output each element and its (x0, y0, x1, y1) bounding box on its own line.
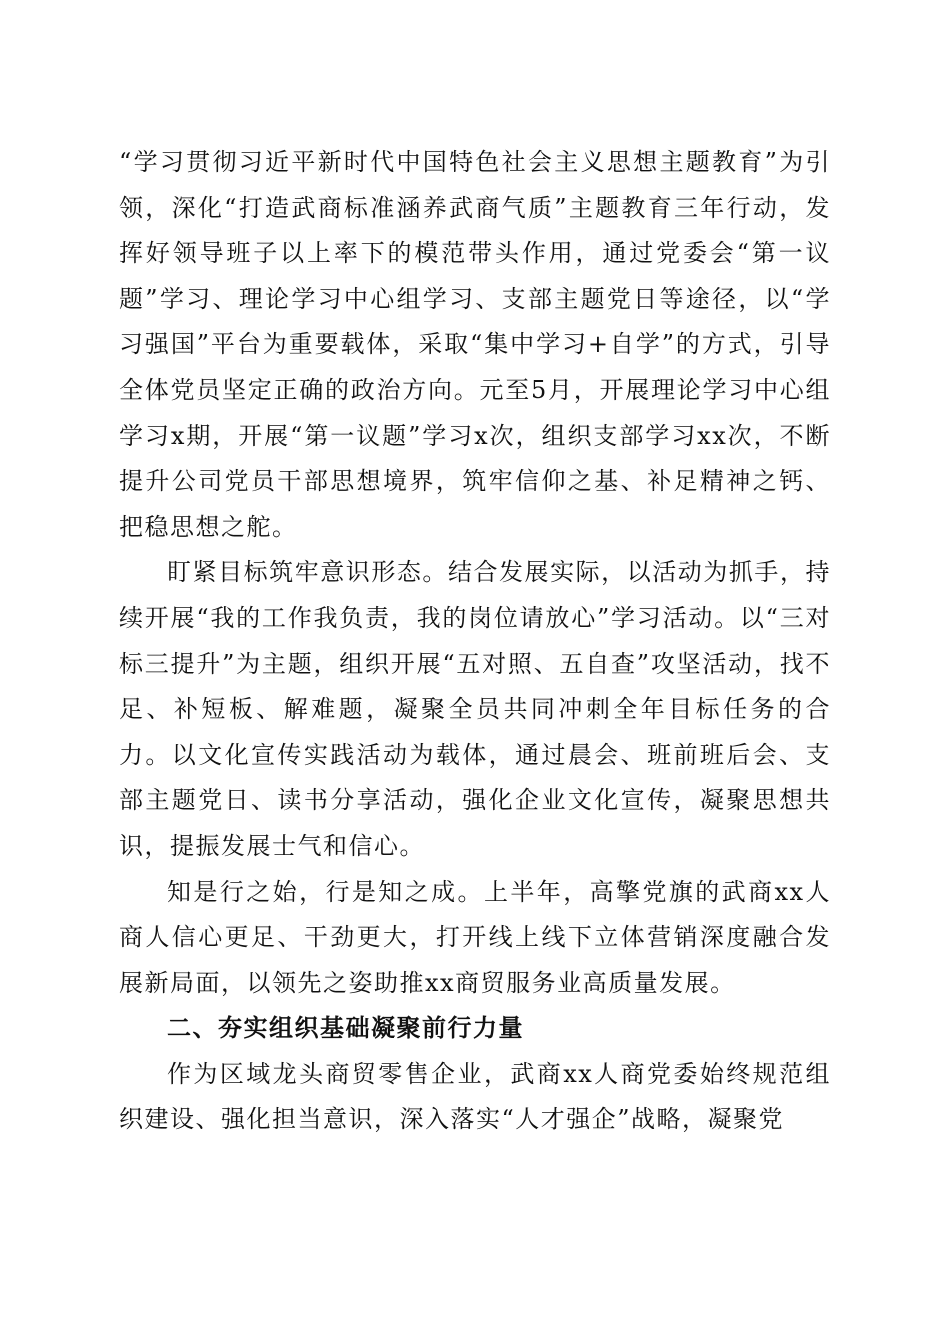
paragraph-organization: 作为区域龙头商贸零售企业，武商xx人商党委始终规范组织建设、强化担当意识，深入落实“人才强企”战略，凝聚党 (119, 1059, 831, 1134)
paragraph-conclusion: 知是行之始，行是知之成。上半年，高擎党旗的武商xx人商人信心更足、干劲更大，打开线上线下立体营销深度融合发展新局面，以领先之姿助推xx商贸服务业高质量发展。 (119, 877, 831, 997)
paragraph-study-guidance: “学习贯彻习近平新时代中国特色社会主义思想主题教育”为引领，深化“打造武商标准涵养武商气质”主题教育三年行动，发挥好领导班子以上率下的模范带头作用，通过党委会“第一议题”学习、理论学习中心组学习、支部主题党日等途径，以“学习强国”平台为重要载体，采取“集中学习+自学”的方式，引导全体党员坚定正确的政治方向。元至5月，开展理论学习中心组学习x期，开展“第一议题”学习x次，组织支部学习xx次，不断提升公司党员干部思想境界，筑牢信仰之基、补足精神之钙、把稳思想之舵。 (119, 148, 831, 541)
paragraph-ideology: 盯紧目标筑牢意识形态。结合发展实际，以活动为抓手，持续开展“我的工作我负责，我的岗位请放心”学习活动。以“三对标三提升”为主题，组织开展“五对照、五自查”攻坚活动，找不足、补短板、解难题，凝聚全员共同冲刺全年目标任务的合力。以文化宣传实践活动为载体，通过晨会、班前班后会、支部主题党日、读书分享活动，强化企业文化宣传，凝聚思想共识，提振发展士气和信心。 (119, 558, 831, 860)
document-body (119, 140, 831, 1143)
section-heading: 二、夯实组织基础凝聚前行力量 (167, 1014, 524, 1043)
